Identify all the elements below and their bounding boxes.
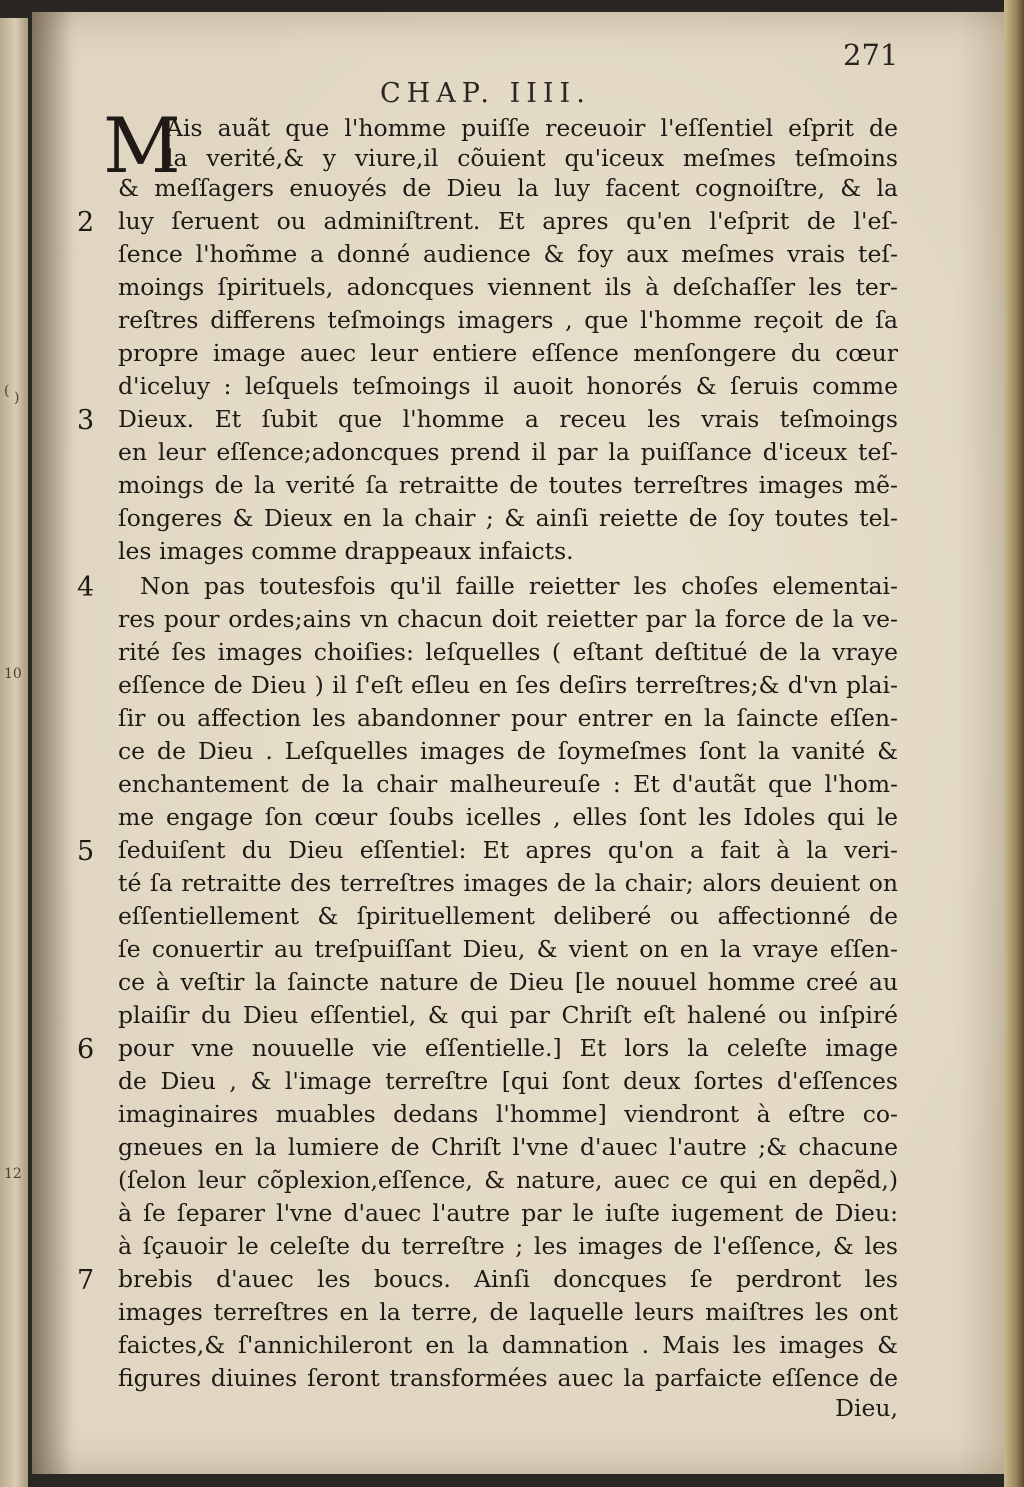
text-line: gneues en la lumiere de Chriſt l'vne d'auec l'autre ;& chacune — [118, 1133, 898, 1161]
text-line: les images comme drappeaux infaicts. — [118, 537, 574, 565]
text-line: moings ſpirituels, adoncques viennent ils à deſchaſſer les ter- — [118, 273, 898, 301]
text-line: à ſe ſeparer l'vne d'auec l'autre par le iuſte iugement de Dieu: — [118, 1199, 898, 1227]
text-line: me engage ſon cœur ſoubs icelles , elles ſont les Idoles qui le — [118, 803, 898, 831]
facing-mark: 10 — [4, 666, 22, 682]
margin-verse-number: 7 — [77, 1265, 95, 1296]
margin-verse-number: 6 — [77, 1034, 95, 1065]
facing-mark: ( — [4, 383, 10, 399]
text-line: té ſa retraitte des terreſtres images de la chair; alors deuient on — [118, 869, 898, 897]
text-line: propre image auec leur entiere eſſence menſongere du cœur — [118, 339, 898, 367]
text-line: Non pas toutesfois qu'il faille reietter les choſes elementai- — [140, 572, 898, 600]
text-line: eſſentiellement & ſpirituellement deliberé ou affectionné de — [118, 902, 898, 930]
text-line: d'iceluy : leſquels teſmoings il auoit honorés & ſeruis comme — [118, 372, 898, 400]
text-line: Ais auãt que l'homme puiſſe receuoir l'eſſentiel eſprit de — [166, 114, 898, 142]
text-line: figures diuines ſeront transformées auec la parfaicte eſſence de — [118, 1364, 898, 1392]
text-line: Dieux. Et ſubit que l'homme a receu les vrais teſmoings — [118, 405, 898, 433]
text-line: reſtres differens teſmoings imagers , que l'homme reçoit de ſa — [118, 306, 898, 334]
text-line: pour vne nouuelle vie eſſentielle.] Et lors la celeſte image — [118, 1034, 898, 1062]
text-line: brebis d'auec les boucs. Ainſi doncques ſe perdront les — [118, 1265, 898, 1293]
text-line: la verité,& y viure,il cõuient qu'iceux meſmes teſmoins — [166, 144, 898, 172]
catchword: Dieu, — [835, 1394, 898, 1422]
margin-verse-number: 3 — [77, 405, 95, 436]
text-line: enchantement de la chair malheureuſe : Et d'autãt que l'hom- — [118, 770, 898, 798]
margin-verse-number: 5 — [77, 836, 95, 867]
chapter-heading: CHAP. IIII. — [380, 78, 591, 109]
facing-mark: ) — [14, 390, 20, 406]
text-line: imaginaires muables dedans l'homme] viendront à eſtre co- — [118, 1100, 898, 1128]
text-line: plaiſir du Dieu eſſentiel, & qui par Chriſt eſt halené ou inſpiré — [118, 1001, 898, 1029]
margin-verse-number: 2 — [77, 207, 95, 238]
text-line: moings de la verité ſa retraitte de toutes terreſtres images mẽ- — [118, 471, 898, 499]
text-line: & meſſagers enuoyés de Dieu la luy facent cognoiſtre, & la — [118, 174, 898, 202]
text-line: ce de Dieu . Leſquelles images de ſoymeſmes ſont la vanité & — [118, 737, 898, 765]
text-line: (ſelon leur cõplexion,eſſence, & nature, auec ce qui en depẽd,) — [118, 1166, 898, 1194]
text-line: ce à veſtir la ſaincte nature de Dieu [le nouuel homme creé au — [118, 968, 898, 996]
text-line: res pour ordes;ains vn chacun doit reietter par la force de la ve- — [118, 605, 898, 633]
text-line: luy ſeruent ou adminiſtrent. Et apres qu'en l'eſprit de l'eſ- — [118, 207, 898, 235]
text-line: rité ſes images choiſies: leſquelles ( eſtant deſtitué de la vraye — [118, 638, 898, 666]
drop-cap: M — [103, 101, 181, 190]
text-line: ſeduiſent du Dieu eſſentiel: Et apres qu'on a fait à la veri- — [118, 836, 898, 864]
text-line: à ſçauoir le celeſte du terreſtre ; les images de l'eſſence, & les — [118, 1232, 898, 1260]
facing-mark: 12 — [4, 1166, 22, 1182]
text-line: ſir ou affection les abandonner pour entrer en la ſaincte eſſen- — [118, 704, 898, 732]
text-line: images terreſtres en la terre, de laquelle leurs maiſtres les ont — [118, 1298, 898, 1326]
text-line: eſſence de Dieu ) il ſ'eſt eſleu en ſes deſirs terreſtres;& d'vn plai- — [118, 671, 898, 699]
text-line: ſence l'hom̃me a donné audience & foy aux meſmes vrais teſ- — [118, 240, 898, 268]
text-line: en leur eſſence;adoncques prend il par la puiſſance d'iceux teſ- — [118, 438, 898, 466]
folio-number: 271 — [843, 38, 899, 72]
margin-verse-number: 4 — [77, 572, 95, 603]
text-line: faictes,& ſ'annichileront en la damnation . Mais les images & — [118, 1331, 898, 1359]
text-line: ſongeres & Dieux en la chair ; & ainſi reiette de ſoy toutes tel- — [118, 504, 898, 532]
text-line: de Dieu , & l'image terreſtre [qui ſont deux ſortes d'eſſences — [118, 1067, 898, 1095]
text-line: ſe conuertir au treſpuiſſant Dieu, & vient on en la vraye eſſen- — [118, 935, 898, 963]
